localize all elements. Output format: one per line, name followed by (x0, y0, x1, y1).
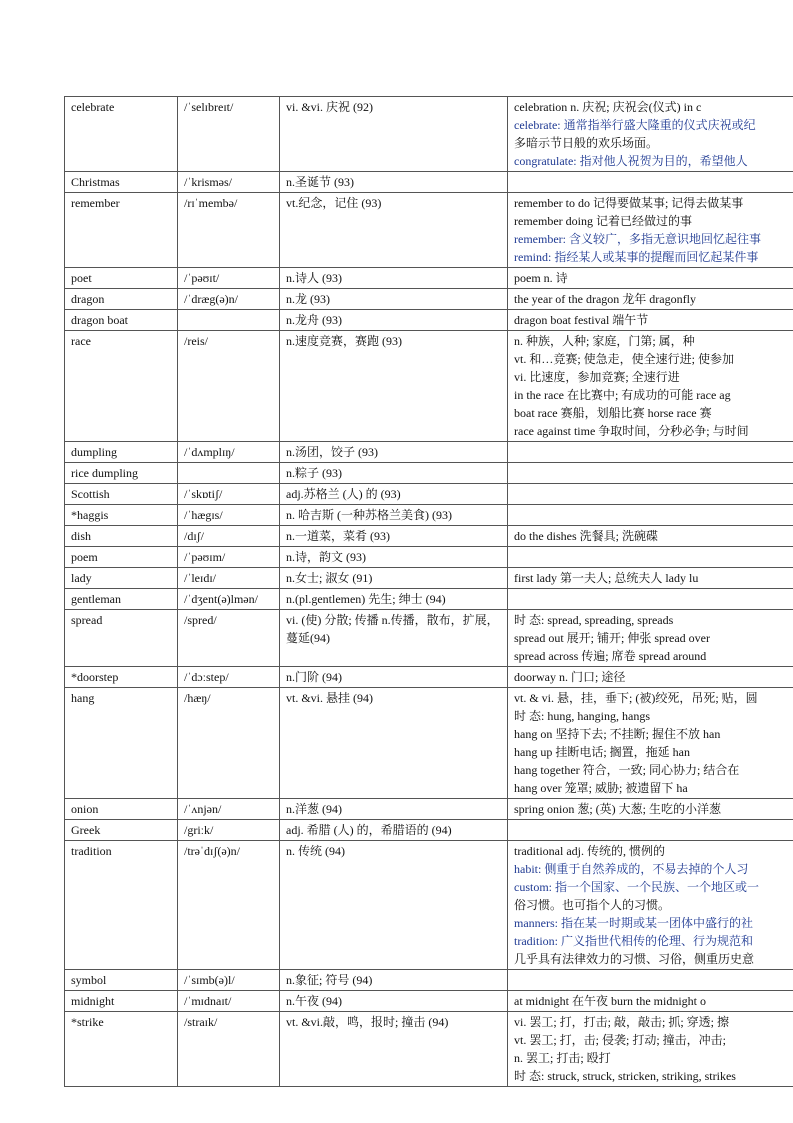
table-row (65, 547, 793, 568)
notes-cell (508, 568, 793, 589)
vocabulary-table-body (65, 97, 793, 1087)
notes-cell (508, 268, 793, 289)
note-line: at midnight 在午夜 burn the midnight o (514, 994, 706, 1008)
table-row (65, 667, 793, 688)
table-row (65, 526, 793, 547)
word-cell: hang (65, 688, 178, 799)
note-line: remember doing 记着已经做过的事 (514, 214, 692, 228)
table-row (65, 841, 793, 970)
meaning-cell: n.(pl.gentlemen) 先生; 绅士 (94) (280, 589, 508, 610)
phonetic-cell: /ˈpəʊɪt/ (178, 268, 280, 289)
phonetic-cell: /dɪʃ/ (178, 526, 280, 547)
word-cell: symbol (65, 970, 178, 991)
word-cell: rice dumpling (65, 463, 178, 484)
note-line: boat race 赛船，划船比赛 horse race 赛 (514, 406, 712, 420)
notes-cell (508, 193, 793, 268)
word-cell: dumpling (65, 442, 178, 463)
note-line: 时 态: struck, struck, stricken, striking, strikes (514, 1069, 736, 1083)
note-line: vi. 比速度，参加竞赛; 全速行进 (514, 370, 680, 384)
word-cell: tradition (65, 841, 178, 970)
table-row (65, 610, 793, 667)
note-line: tradition: 广义指世代相传的伦理、行为规范和 (514, 934, 753, 948)
notes-cell (508, 463, 793, 484)
table-row (65, 505, 793, 526)
notes-cell (508, 841, 793, 970)
notes-cell (508, 610, 793, 667)
table-row (65, 172, 793, 193)
notes-cell (508, 547, 793, 568)
phonetic-cell: /ˈsɪmb(ə)l/ (178, 970, 280, 991)
meaning-cell: vt.纪念，记住 (93) (280, 193, 508, 268)
phonetic-cell: /ˈdʒent(ə)lmən/ (178, 589, 280, 610)
notes-cell (508, 310, 793, 331)
table-row (65, 589, 793, 610)
vocabulary-table (64, 96, 793, 1087)
note-line: doorway n. 门口; 途径 (514, 670, 626, 684)
meaning-cell: n.圣诞节 (93) (280, 172, 508, 193)
note-line: 时 态: hung, hanging, hangs (514, 709, 650, 723)
meaning-cell: n.女士; 淑女 (91) (280, 568, 508, 589)
meaning-cell: n.洋葱 (94) (280, 799, 508, 820)
note-line: 多暗示节日般的欢乐场面。 (514, 136, 659, 150)
word-cell: *haggis (65, 505, 178, 526)
note-line: n. 罢工; 打击; 殴打 (514, 1051, 611, 1065)
word-cell: celebrate (65, 97, 178, 172)
note-line: 时 态: spread, spreading, spreads (514, 613, 674, 627)
word-cell: *doorstep (65, 667, 178, 688)
note-line: 俗习惯。也可指个人的习惯。 (514, 898, 671, 912)
notes-cell (508, 526, 793, 547)
note-line: dragon boat festival 端午节 (514, 313, 649, 327)
note-line: celebration n. 庆祝; 庆祝会(仪式) in c (514, 100, 702, 114)
note-line: hang on 坚持下去; 不挂断; 握住不放 han (514, 727, 721, 741)
note-line: vt. 和…竞赛; 使急走，使全速行进; 使参加 (514, 352, 735, 366)
note-line: vt. & vi. 悬，挂，垂下; (被)绞死，吊死; 贴，圆 (514, 691, 758, 705)
notes-cell (508, 484, 793, 505)
note-line: race against time 争取时间，分秒必争; 与时间 (514, 424, 749, 438)
table-row (65, 991, 793, 1012)
notes-cell (508, 589, 793, 610)
phonetic-cell: /spred/ (178, 610, 280, 667)
notes-cell (508, 97, 793, 172)
table-row (65, 463, 793, 484)
meaning-cell: n.速度竞赛，赛跑 (93) (280, 331, 508, 442)
phonetic-cell: /ˈhægɪs/ (178, 505, 280, 526)
meaning-cell: n.门阶 (94) (280, 667, 508, 688)
meaning-cell: vi. (使) 分散; 传播 n.传播，散布，扩展，蔓延(94) (280, 610, 508, 667)
note-line: vt. 罢工; 打，击; 侵袭; 打动; 撞击，冲击; (514, 1033, 727, 1047)
phonetic-cell: /trəˈdɪʃ(ə)n/ (178, 841, 280, 970)
note-line: 几乎具有法律效力的习惯、习俗，侧重历史意 (514, 952, 755, 966)
meaning-cell: n.诗人 (93) (280, 268, 508, 289)
notes-cell (508, 820, 793, 841)
table-row (65, 688, 793, 799)
phonetic-cell (178, 463, 280, 484)
note-line: spring onion 葱; (英) 大葱; 生吃的小洋葱 (514, 802, 721, 816)
phonetic-cell: /ˈʌnjən/ (178, 799, 280, 820)
word-cell: Greek (65, 820, 178, 841)
notes-cell (508, 667, 793, 688)
meaning-cell: n.龙 (93) (280, 289, 508, 310)
table-row (65, 484, 793, 505)
word-cell: onion (65, 799, 178, 820)
word-cell: spread (65, 610, 178, 667)
table-row (65, 442, 793, 463)
meaning-cell: n. 哈吉斯 (一种苏格兰美食) (93) (280, 505, 508, 526)
note-line: spread out 展开; 铺开; 伸张 spread over (514, 631, 710, 645)
note-line: habit: 侧重于自然养成的，不易去掉的个人习 (514, 862, 749, 876)
notes-cell (508, 172, 793, 193)
notes-cell (508, 799, 793, 820)
word-cell: gentleman (65, 589, 178, 610)
meaning-cell: n.汤团，饺子 (93) (280, 442, 508, 463)
word-cell: lady (65, 568, 178, 589)
note-line: hang together 符合，一致; 同心协力; 结合在 (514, 763, 740, 777)
table-row (65, 820, 793, 841)
word-cell: Scottish (65, 484, 178, 505)
note-line: spread across 传遍; 席卷 spread around (514, 649, 707, 663)
note-line: the year of the dragon 龙年 dragonfly (514, 292, 696, 306)
note-line: vi. 罢工; 打，打击; 敲，敲击; 抓; 穿透; 擦 (514, 1015, 730, 1029)
notes-cell (508, 1012, 793, 1087)
phonetic-cell: /ˈpəʊɪm/ (178, 547, 280, 568)
word-cell: dragon (65, 289, 178, 310)
meaning-cell: vi. &vi. 庆祝 (92) (280, 97, 508, 172)
phonetic-cell: /ˈdʌmplɪŋ/ (178, 442, 280, 463)
word-cell: remember (65, 193, 178, 268)
word-cell: *strike (65, 1012, 178, 1087)
meaning-cell: adj. 希腊 (人) 的，希腊语的 (94) (280, 820, 508, 841)
phonetic-cell: /ˈselɪbreɪt/ (178, 97, 280, 172)
meaning-cell: n.龙舟 (93) (280, 310, 508, 331)
table-row (65, 310, 793, 331)
phonetic-cell: /reis/ (178, 331, 280, 442)
note-line: custom: 指一个国家、一个民族、一个地区或一 (514, 880, 759, 894)
phonetic-cell: /ˈdɔːstep/ (178, 667, 280, 688)
meaning-cell: n.象征; 符号 (94) (280, 970, 508, 991)
table-row (65, 289, 793, 310)
table-row (65, 799, 793, 820)
word-cell: poet (65, 268, 178, 289)
table-row (65, 268, 793, 289)
phonetic-cell: /ˈdræg(ə)n/ (178, 289, 280, 310)
table-row (65, 331, 793, 442)
phonetic-cell (178, 310, 280, 331)
phonetic-cell: /ˈleɪdɪ/ (178, 568, 280, 589)
table-row (65, 97, 793, 172)
table-row (65, 1012, 793, 1087)
note-line: remember: 含义较广，多指无意识地回忆起往事 (514, 232, 761, 246)
phonetic-cell: /ˈskɒtiʃ/ (178, 484, 280, 505)
note-line: hang over 笼罩; 威胁; 被遗留下 ha (514, 781, 688, 795)
note-line: traditional adj. 传统的, 惯例的 (514, 844, 665, 858)
phonetic-cell: /ˈkrisməs/ (178, 172, 280, 193)
note-line: celebrate: 通常指举行盛大隆重的仪式庆祝或纪 (514, 118, 756, 132)
table-row (65, 970, 793, 991)
note-line: congratulate: 指对他人祝贺为目的，希望他人 (514, 154, 748, 168)
phonetic-cell: /straɪk/ (178, 1012, 280, 1087)
phonetic-cell: /griːk/ (178, 820, 280, 841)
meaning-cell: vt. &vi. 悬挂 (94) (280, 688, 508, 799)
phonetic-cell: /hæŋ/ (178, 688, 280, 799)
note-line: first lady 第一夫人; 总统夫人 lady lu (514, 571, 699, 585)
notes-cell (508, 505, 793, 526)
notes-cell (508, 289, 793, 310)
notes-cell (508, 688, 793, 799)
note-line: remind: 指经某人或某事的提醒而回忆起某件事 (514, 250, 759, 264)
word-cell: race (65, 331, 178, 442)
notes-cell (508, 442, 793, 463)
phonetic-cell: /rɪˈmembə/ (178, 193, 280, 268)
notes-cell (508, 970, 793, 991)
word-cell: poem (65, 547, 178, 568)
word-cell: dragon boat (65, 310, 178, 331)
meaning-cell: vt. &vi.敲，鸣，报时; 撞击 (94) (280, 1012, 508, 1087)
table-row (65, 568, 793, 589)
phonetic-cell: /ˈmɪdnaɪt/ (178, 991, 280, 1012)
word-cell: dish (65, 526, 178, 547)
table-row (65, 193, 793, 268)
meaning-cell: n. 传统 (94) (280, 841, 508, 970)
note-line: manners: 指在某一时期或某一团体中盛行的社 (514, 916, 753, 930)
word-cell: midnight (65, 991, 178, 1012)
note-line: remember to do 记得要做某事; 记得去做某事 (514, 196, 744, 210)
meaning-cell: n.诗，韵文 (93) (280, 547, 508, 568)
note-line: n. 种族，人种; 家庭，门第; 属，种 (514, 334, 695, 348)
notes-cell (508, 991, 793, 1012)
note-line: poem n. 诗 (514, 271, 568, 285)
meaning-cell: n.一道菜，菜肴 (93) (280, 526, 508, 547)
word-cell: Christmas (65, 172, 178, 193)
meaning-cell: n.午夜 (94) (280, 991, 508, 1012)
meaning-cell: n.粽子 (93) (280, 463, 508, 484)
meaning-cell: adj.苏格兰 (人) 的 (93) (280, 484, 508, 505)
notes-cell (508, 331, 793, 442)
note-line: do the dishes 洗餐具; 洗碗碟 (514, 529, 658, 543)
note-line: hang up 挂断电话; 搁置，拖延 han (514, 745, 690, 759)
note-line: in the race 在比赛中; 有成功的可能 race ag (514, 388, 731, 402)
